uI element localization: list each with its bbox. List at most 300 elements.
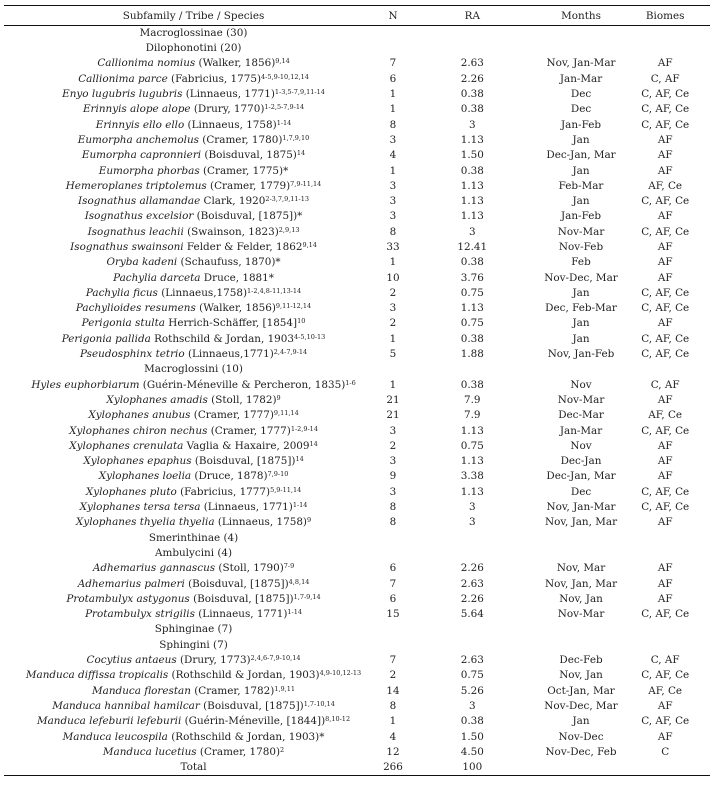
n-cell: 2 [389,286,397,299]
species-author: (Guérin-Méneville, [1844]) [181,715,326,728]
species-name: Isognathus excelsior [84,210,194,223]
species-name: Manduca florestan [92,684,191,697]
empty-cell [383,622,403,637]
table-row [4,469,710,484]
ra-cell: 0.75 [460,669,484,682]
table-row [4,270,710,285]
months-cell: Dec-Feb [559,654,603,667]
ra-cell: 3.76 [460,271,484,284]
group-row [4,622,710,637]
species-author: (Linnaeus, 1758) [184,118,277,131]
table-row [4,56,710,71]
months-cell: Nov, Mar [556,562,606,575]
species-author: (Fabricius, 1775) [167,72,262,85]
biomes-cell: C, AF, Ce [641,715,690,728]
n-cell: 3 [389,210,397,223]
biomes-cell: C, AF, Ce [641,501,690,514]
species-references: 2-3,7,9,11-13 [265,195,310,204]
table-row [4,393,710,408]
species-references: 4,8,14 [288,577,310,586]
months-cell: Nov-Dec, Feb [545,745,617,758]
empty-cell [620,362,710,377]
months-cell: Dec [570,485,592,498]
months-cell: Nov-Mar [557,225,605,238]
species-references: 1-6 [345,378,356,387]
ra-cell: 4.50 [460,745,484,758]
n-cell: 6 [389,592,397,605]
species-author: Rothschild & Jordan, 1903 [150,332,295,345]
months-cell: Jan-Feb [561,210,602,223]
species-cell [4,286,383,301]
species-references: 1,9,11 [274,684,296,693]
ra-cell: 3 [468,225,476,238]
table-row [4,561,710,576]
biomes-cell: C, AF [650,72,680,85]
biomes-cell: AF [657,699,673,712]
ra-cell: 2.63 [460,57,484,70]
species-author: (Linnaeus, 1771) [200,501,293,514]
empty-cell [383,546,403,561]
table-row [4,683,710,698]
species-references: 7-9 [283,562,295,571]
table-row [4,347,710,362]
empty-cell [542,546,621,561]
months-cell: Jan [572,195,590,208]
species-cell [4,148,383,163]
biomes-cell: C, AF [650,654,680,667]
species-name: Xylophanes loelia [98,470,192,483]
months-cell: Jan [572,286,590,299]
months-cell: Jan-Mar [559,72,603,85]
species-references: 1-14 [276,118,292,127]
table-row [4,454,710,469]
group-row [4,41,710,56]
n-cell: 7 [389,57,397,70]
biomes-cell: C, AF, Ce [641,424,690,437]
species-author: (Cramer, 1777) [190,409,274,422]
empty-cell [383,531,403,546]
months-cell: Dec [570,88,592,101]
table-row [4,179,710,194]
species-name: Erinnyis alope alope [82,103,191,116]
months-cell: Nov, Jan-Mar [546,501,616,514]
species-name: Manduca diffissa tropicalis [25,669,169,682]
n-cell: 8 [389,501,397,514]
n-cell: 8 [389,516,397,529]
species-references: 1,7,9,10 [282,133,310,142]
table-row [4,729,710,744]
n-cell: 2 [389,317,397,330]
empty-cell [542,622,621,637]
ra-cell: 2.26 [460,592,484,605]
species-references: 14 [295,455,304,464]
empty-cell [383,638,403,653]
species-name: Erinnyis ello ello [95,118,185,131]
table-row [4,163,710,178]
species-name: Protambulyx astygonus [66,592,190,605]
empty-cell [620,622,710,637]
n-cell: 3 [389,195,397,208]
ra-cell: 0.38 [460,332,484,345]
species-references: 1,7-10,14 [303,699,335,708]
species-name: Isognathus allamandae [78,195,201,208]
group-label: Ambulycini (4) [154,546,233,559]
species-name: Oryba kadeni [106,256,178,269]
species-cell [4,699,383,714]
species-cell [4,454,383,469]
group-label: Sphingini (7) [159,638,228,651]
species-author: (Boisduval, [1875]) [189,592,294,605]
months-cell: Jan-Mar [559,424,603,437]
header-biomes: Biomes [620,6,710,26]
biomes-cell: C [661,745,670,758]
species-name: Eumorpha phorbas [98,164,200,177]
months-cell: Feb [571,256,591,269]
ra-cell: 1.13 [460,133,484,146]
empty-cell [403,622,542,637]
ra-cell: 0.75 [460,317,484,330]
group-label: Macroglossinae (30) [139,27,248,39]
table-row [4,102,710,117]
table-row [4,714,710,729]
months-cell: Jan-Feb [561,118,602,131]
biomes-cell: C, AF [650,378,680,391]
species-name: Xylophanes chiron nechus [69,424,208,437]
biomes-cell: AF [657,164,673,177]
table-row [4,607,710,622]
species-name: Adhemarius gannascus [92,562,216,575]
biomes-cell: C, AF, Ce [641,103,690,116]
n-cell: 1 [389,164,397,177]
ra-cell: 0.38 [460,256,484,269]
species-name: Manduca leucospila [62,730,168,743]
species-cell [4,225,383,240]
n-cell: 2 [389,669,397,682]
group-label: Smerinthinae (4) [148,531,239,544]
n-cell: 10 [386,271,400,284]
empty-cell [620,546,710,561]
species-author: Vaglia & Haxaire, 2009 [183,439,310,452]
months-cell [542,760,621,776]
biomes-cell: C, AF, Ce [641,348,690,361]
species-references: 9 [276,393,281,402]
months-cell: Dec-Jan, Mar [546,470,616,483]
months-cell: Jan [572,164,590,177]
species-cell [4,179,383,194]
species-cell [4,485,383,500]
n-cell: 3 [389,455,397,468]
table-row [4,378,710,393]
group-row [4,26,710,42]
table-row [4,668,710,683]
species-references: 2,4-7,9-14 [273,348,308,357]
header-species: Subfamily / Tribe / Species [4,6,383,26]
months-cell: Nov-Mar [557,393,605,406]
species-name: Manduca lefeburii lefeburii [36,715,182,728]
species-author: (Boisduval, [1875])* [193,210,303,223]
ra-cell: 1.13 [460,210,484,223]
group-label: Dilophonotini (20) [145,42,242,55]
months-cell: Nov-Mar [557,608,605,621]
species-name: Enyo lugubris lugubris [62,88,183,101]
species-name: Callionima nomius [97,57,196,70]
ra-cell: 0.38 [460,378,484,391]
species-author: (Swainson, 1823) [183,225,279,238]
n-cell: 33 [386,241,400,253]
n-cell: 4 [389,149,397,162]
species-cell [4,515,383,530]
species-cell [4,714,383,729]
total-row [4,760,710,776]
biomes-cell: C, AF, Ce [641,608,690,621]
table-row [4,423,710,438]
empty-cell [542,362,621,377]
table-row [4,316,710,331]
species-author: (Boisduval, [1875]) [191,455,296,468]
ra-cell: 1.50 [460,149,484,162]
ra-cell: 1.13 [460,455,484,468]
species-cell [4,500,383,515]
table-row [4,515,710,530]
species-cell [4,561,383,576]
total-label: Total [4,760,383,776]
empty-cell [383,26,403,42]
species-references: 9,11-12,14 [275,302,312,311]
table-row [4,209,710,224]
biomes-cell: AF [657,57,673,70]
n-cell: 2 [389,439,397,452]
species-author: (Rothschild & Jordan, 1903) [168,669,320,682]
table-body [4,26,710,776]
biomes-cell: AF, Ce [648,179,683,192]
n-cell: 7 [389,577,397,590]
table-row [4,439,710,454]
table-row [4,332,710,347]
months-cell: Nov, Jan-Mar [546,57,616,70]
species-cell [4,270,383,285]
table-row [4,148,710,163]
table-header-row [4,6,710,26]
species-cell [4,332,383,347]
biomes-cell: C, AF, Ce [641,669,690,682]
species-author: (Linnaeus, 1771) [182,88,275,101]
ra-cell: 1.13 [460,195,484,208]
species-author: (Cramer, 1779) [206,179,291,192]
ra-cell: 1.13 [460,424,484,437]
species-name: Xylophanes anubus [88,409,191,422]
table-row [4,72,710,87]
months-cell: Jan [572,715,590,728]
species-name: Callionima parce [78,72,168,85]
species-references: 7,9-10 [267,470,289,479]
biomes-cell: AF [657,241,673,253]
biomes-cell: AF [657,455,673,468]
species-author: (Guérin-Méneville & Percheron, 1835) [139,378,346,391]
n-cell: 5 [389,348,397,361]
species-cell [4,668,383,683]
ra-cell: 0.75 [460,286,484,299]
species-cell [4,87,383,102]
species-author: Clark, 1920 [200,195,266,208]
months-cell: Jan [572,317,590,330]
species-cell [4,683,383,698]
species-author: (Cramer, 1780) [196,745,281,758]
n-cell: 1 [389,378,397,391]
n-cell: 21 [386,393,400,406]
species-author: (Linnaeus, 1758) [214,516,307,529]
group-row [4,546,710,561]
species-cell [4,439,383,454]
months-cell: Dec-Jan [560,455,602,468]
n-cell: 8 [389,118,397,131]
species-author: (Boisduval, 1875) [201,149,297,162]
table-row [4,576,710,591]
species-author: (Stoll, 1782) [207,393,277,406]
species-author: Druce, 1881* [200,271,274,284]
species-name: Xylophanes epaphus [83,455,192,468]
biomes-cell: C, AF, Ce [641,88,690,101]
species-name: Perigonia pallida [61,332,151,345]
species-name: Manduca lucetius [102,745,197,758]
empty-cell [403,362,542,377]
species-references: 9 [306,516,312,525]
header-months: Months [542,6,621,26]
group-label: Macroglossini (10) [144,363,243,376]
group-row [4,362,710,377]
species-cell [4,72,383,87]
species-cell [4,469,383,484]
species-references: 14 [296,149,306,158]
table-row [4,699,710,714]
ra-cell: 5.26 [460,684,484,697]
biomes-cell: AF [657,470,673,483]
species-author: (Linnaeus, 1771) [194,608,288,621]
species-cell [4,56,383,71]
species-author: Felder & Felder, 1862 [183,241,303,253]
group-row [4,638,710,653]
species-cell [4,607,383,622]
species-references: 9,14 [275,57,290,66]
biomes-cell: AF [657,210,673,223]
species-references: 1-3,5-7,9,11-14 [274,88,325,97]
species-table [4,5,710,776]
empty-cell [403,26,542,42]
species-name: Cocytius antaeus [86,654,177,667]
table-row [4,286,710,301]
species-cell [4,347,383,362]
n-cell: 1 [389,88,397,101]
species-name: Pseudosphinx tetrio [79,348,185,361]
table-row [4,117,710,132]
n-cell: 3 [389,302,397,315]
species-author: (Linnaeus,1771) [184,348,274,361]
months-cell: Nov, Jan [559,669,603,682]
n-cell: 6 [389,562,397,575]
species-references: 1-2,4,8-11,13-14 [247,286,302,295]
species-references: 2,4,6-7,9-10,14 [250,654,301,663]
species-references: 1-14 [292,501,308,510]
table-row [4,408,710,423]
table-row [4,500,710,515]
n-cell: 266 [383,760,403,776]
ra-cell: 3 [468,118,476,131]
empty-cell [542,531,621,546]
n-cell: 1 [389,256,397,269]
species-cell [4,592,383,607]
months-cell: Dec-Jan, Mar [546,149,616,162]
n-cell: 3 [389,133,397,146]
table-row [4,255,710,270]
months-cell: Jan [572,332,590,345]
species-author: (Fabricius, 1777) [176,485,271,498]
species-name: Xylophanes pluto [85,485,177,498]
ra-cell: 2.26 [460,72,484,85]
table-row [4,87,710,102]
biomes-cell: AF [657,149,673,162]
months-cell: Jan [572,133,590,146]
biomes-cell: AF [657,256,673,269]
species-cell [4,301,383,316]
species-cell [4,745,383,760]
species-name: Isognathus leachii [87,225,184,238]
ra-cell: 0.38 [460,715,484,728]
table-row [4,240,710,255]
n-cell: 21 [386,409,400,422]
ra-cell: 1.50 [460,730,484,743]
species-cell [4,209,383,224]
species-author: (Drury, 1773) [176,654,251,667]
ra-cell: 1.13 [460,179,484,192]
table-row [4,225,710,240]
biomes-cell: C, AF, Ce [641,485,690,498]
species-name: Eumorpha anchemolus [77,133,199,146]
table-row [4,653,710,668]
ra-cell: 3 [468,516,476,529]
table-row [4,745,710,760]
n-cell: 3 [389,485,397,498]
empty-cell [620,26,710,42]
n-cell: 4 [389,730,397,743]
species-cell [4,133,383,148]
species-references: 1,7-9,14 [293,592,321,601]
header-n: N [383,6,403,26]
species-author: (Cramer, 1777) [207,424,291,437]
n-cell: 8 [389,225,397,238]
species-author: (Linnaeus,1758) [157,286,248,299]
species-references: 1-14 [287,608,302,617]
n-cell: 12 [386,745,400,758]
months-cell: Nov-Dec [558,730,604,743]
n-cell: 6 [389,72,397,85]
species-cell [4,576,383,591]
species-name: Manduca hannibal hamilcar [52,699,200,712]
biomes-cell: AF, Ce [648,684,683,697]
biomes-cell: C, AF, Ce [641,195,690,208]
species-references: 1-2,9-14 [290,424,318,433]
biomes-cell: AF [657,133,673,146]
species-references: 9,14 [302,241,317,249]
species-cell [4,255,383,270]
empty-cell [403,41,542,56]
months-cell: Dec [570,103,592,116]
biomes-cell: AF [657,439,673,452]
species-cell [4,240,383,255]
species-name: Xylophanes thyelia thyelia [75,516,215,529]
species-author: (Walker, 1856) [195,57,276,70]
species-author: (Cramer, 1780) [198,133,283,146]
n-cell: 8 [389,699,397,712]
empty-cell [620,638,710,653]
